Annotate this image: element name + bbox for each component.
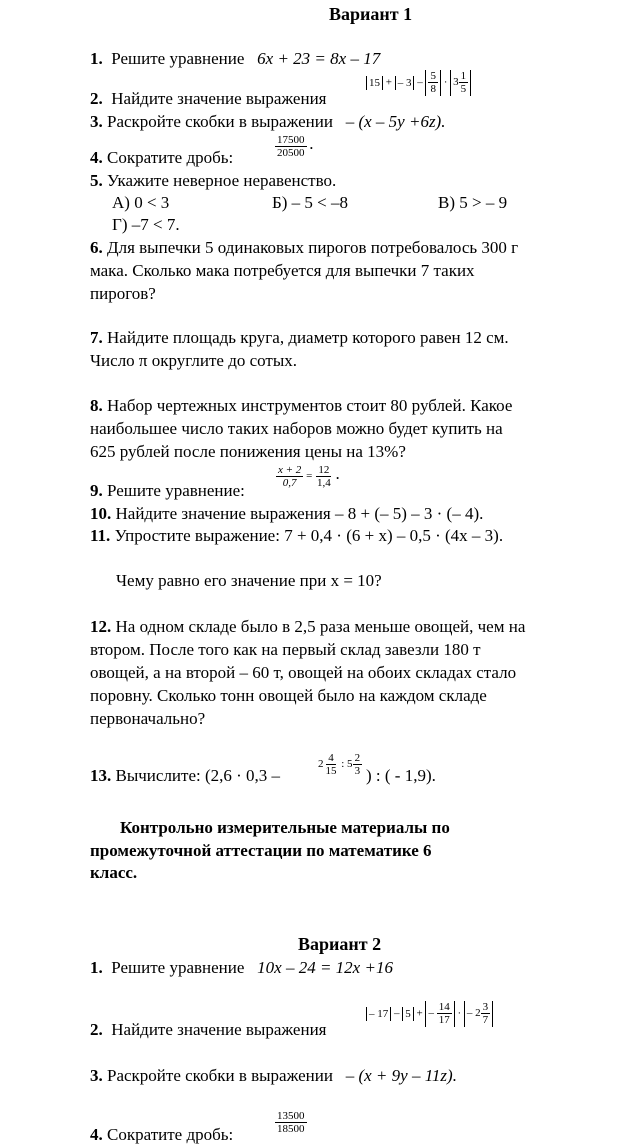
v2-q2-expression: – 17 – 5 + – $\frac{14}{17}$ · – 2 $\frac{3}{7}$	[366, 1001, 493, 1027]
v2-question-4: 4. Сократите дробь:	[90, 1125, 234, 1144]
v1-question-6: 6. Для выпечки 5 одинаковых пирогов потребовалось 300 г	[90, 238, 519, 257]
v2-question-3: 3. Раскройте скобки в выражении – (x + 9y – 11z).	[90, 1066, 457, 1085]
v2-q4-fraction: $\frac{13500}{18500}$	[277, 1110, 305, 1135]
v1-question-7: 7. Найдите площадь круга, диаметр которого равен 12 см.	[90, 328, 509, 347]
section-heading-line-3: класс.	[90, 863, 138, 882]
v1-q6-line-2: мака. Сколько мака потребуется для выпечки 7 таких	[90, 261, 475, 280]
v1-question-11: 11. Упростите выражение: 7 + 0,4 · (6 + x) – 0,5 · (4x – 3).	[90, 526, 504, 545]
v1-q2-expression: 15 + – 3 – $\frac{5}{8}$ · 3 $\frac{1}{5}$	[366, 70, 471, 96]
v1-q12-line-5: первоначально?	[90, 709, 206, 728]
section-heading-line-2: промежуточной аттестации по математике 6	[90, 841, 432, 860]
v1-q9-equation: $\frac{x + 2}{0,7}$ = $\frac{12}{1,4}$ .	[278, 464, 340, 489]
v1-q8-line-2: наибольшее число таких наборов можно будет купить на	[90, 419, 503, 438]
v1-q11-followup: Чему равно его значение при x = 10?	[116, 571, 382, 590]
v1-q6-line-3: пирогов?	[90, 284, 156, 303]
v1-question-9: 9. Решите уравнение:	[90, 481, 245, 500]
v1-q13-tail: ) : ( - 1,9).	[366, 766, 436, 785]
v1-q7-line-2: Число π округлите до сотых.	[90, 351, 298, 370]
v1-q5-option-c: В) 5 > – 9	[438, 193, 508, 212]
v1-q4-fraction: $\frac{17500}{20500}$ .	[277, 134, 314, 159]
v1-question-10: 10. Найдите значение выражения – 8 + (– 5) – 3 · (– 4).	[90, 504, 484, 523]
v1-question-2: 2. Найдите значение выражения	[90, 89, 327, 108]
v1-q12-line-3: овощей, а на второй – 60 т, овощей на обоих складах стало	[90, 663, 517, 682]
v1-question-8: 8. Набор чертежных инструментов стоит 80 рублей. Какое	[90, 396, 513, 415]
v1-q13-mixed-fraction: 2 $\frac{4}{15}$ : 5 $\frac{2}{3}$	[318, 752, 361, 777]
variant2-title: Вариант 2	[298, 934, 382, 954]
v1-question-12: 12. На одном складе было в 2,5 раза меньше овощей, чем на	[90, 617, 526, 636]
v1-q8-line-3: 625 рублей после понижения цены на 13%?	[90, 442, 406, 461]
v2-question-2: 2. Найдите значение выражения	[90, 1020, 327, 1039]
v1-question-1: 1. Решите уравнение 6x + 23 = 8x – 17	[90, 49, 381, 68]
v1-q12-line-4: поровну. Сколько тонн овощей было на каждом складе	[90, 686, 487, 705]
v1-question-13: 13. Вычислите: (2,6 · 0,3 –	[90, 766, 281, 785]
v1-q12-line-2: втором. После того как на первый склад завезли 180 т	[90, 640, 481, 659]
v1-question-5: 5. Укажите неверное неравенство.	[90, 171, 337, 190]
v1-q5-option-b: Б) – 5 < –8	[272, 193, 349, 212]
section-heading-line-1: Контрольно измерительные материалы по	[120, 818, 450, 837]
v2-question-1: 1. Решите уравнение 10x – 24 = 12x +16	[90, 958, 393, 977]
variant1-title: Вариант 1	[329, 4, 413, 24]
v1-question-3: 3. Раскройте скобки в выражении – (x – 5y +6z).	[90, 112, 446, 131]
v1-q5-option-d: Г) –7 < 7.	[112, 215, 180, 234]
v1-question-4: 4. Сократите дробь:	[90, 148, 234, 167]
v1-q1-equation: 6x + 23 = 8x – 17	[257, 49, 381, 68]
v1-q5-option-a: А) 0 < 3	[112, 193, 170, 212]
